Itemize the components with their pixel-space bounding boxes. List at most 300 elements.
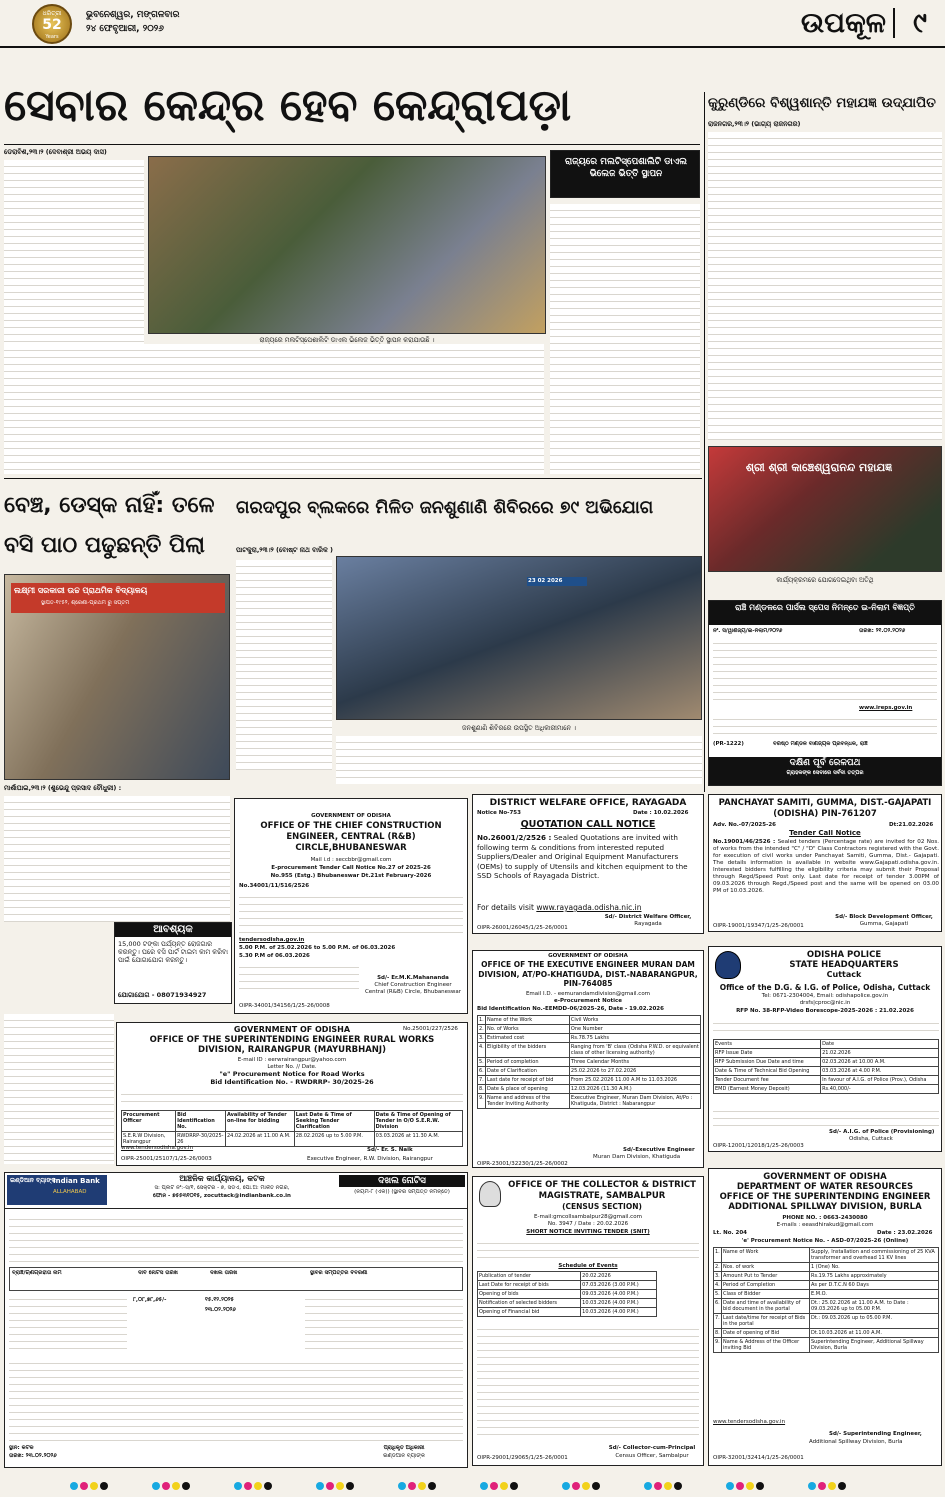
- lead-dateline: ଡେରାବିଶ,୨୩।୨ (ଦେବାଶ୍ରୀ ଅଭୟ ଦାସ): [4, 148, 107, 156]
- registration-dot: [172, 1482, 180, 1490]
- eauction-footer-title: ଦକ୍ଷିଣ ପୂର୍ବ ରେଳପଥ: [789, 758, 861, 768]
- ad-rwd-c0: S.E.R.W Division, Rairangpur: [122, 1132, 176, 1147]
- ad-wr-table-cell: Name of Work: [722, 1248, 810, 1263]
- ad-muran-table-cell: Period of completion: [486, 1058, 570, 1067]
- bank-logo: [7, 1175, 107, 1205]
- ad-wr-table-cell: Supply, Installation and commissioning of 25 KVA transformer and overhead 11 KV lines: [810, 1248, 939, 1263]
- ad-wr-table-cell: Class of Bidder: [722, 1290, 810, 1299]
- garadpur-photo: [336, 556, 702, 720]
- ad-dwo-title: DISTRICT WELFARE OFFICE, RAYAGADA: [489, 798, 687, 808]
- registration-dot: [828, 1482, 836, 1490]
- ad-police-email: drsfs|cproc@nic.in: [799, 1000, 851, 1006]
- bank-header: [5, 1173, 467, 1209]
- bank-allahabad: ALLAHABAD: [53, 1189, 87, 1195]
- ad-police-table-row: [714, 1067, 939, 1076]
- school-photo: [4, 574, 230, 780]
- ad-police-table-cell: Events: [714, 1040, 821, 1049]
- ad-police-table-cell: Date & Time of Technical Bid Opening: [714, 1067, 821, 1076]
- ad-muran-table-cell: 7.: [479, 1077, 484, 1083]
- bank-office: ଆଞ୍ଚଳିକ କାର୍ଯ୍ୟାଳୟ, କଟକ: [179, 1174, 265, 1183]
- ad-wr-table-cell: Dt.: 09.03.2026 up to 05.00 P.M.: [810, 1314, 939, 1329]
- registration-dot: [562, 1482, 570, 1490]
- ad-muran-table-row: [478, 1043, 701, 1058]
- bank-date: ତାରିଖ: ୨୩.୦୨.୨୦୨୬: [9, 1453, 57, 1459]
- ad-collector-table-cell: 07.03.2026 (3.00 P.M.): [581, 1281, 657, 1290]
- ad-muran-office: OFFICE OF THE EXECUTIVE ENGINEER MURAN DAM DIVISION, AT/PO-KHATIGUDA, DIST.-NABARANGPUR, PIN-764085: [478, 960, 698, 988]
- ad-rwd-sign-title: Executive Engineer, R.W. Division, Rairangpur: [307, 1156, 433, 1162]
- ad-police: [708, 946, 942, 1152]
- ad-muran-table-cell: 3.: [479, 1035, 484, 1041]
- ad-muran-table-cell: 6.: [479, 1068, 484, 1074]
- masthead-rule: [0, 46, 945, 48]
- bank-place: ସ୍ଥାନ: କଟକ: [9, 1445, 34, 1451]
- ad-wr-table-cell: 9.: [714, 1338, 722, 1353]
- ad-police-table-cell: Rs.40,000/-: [821, 1085, 939, 1094]
- bank-phone: ଫୋନ - ୭୫୫୩୧୦୧୫, zocuttack@indianbank.co.in: [153, 1193, 291, 1199]
- ad-muran-table-cell: Ranging from 'B' class (Odisha P.W.D. or equivalent class of other licensing authority): [570, 1044, 699, 1056]
- police-emblem-icon: [715, 951, 741, 979]
- ad-dwo-signatory: Sd/- District Welfare Officer,: [604, 914, 692, 920]
- ad-wr-office: OFFICE OF THE SUPERINTENDING ENGINEER ADDITIONAL SPILLWAY DIVISION, BURLA: [719, 1192, 931, 1212]
- ad-police-table-cell: Tender Document fee: [714, 1076, 821, 1085]
- ad-wr-table-row: [714, 1290, 939, 1299]
- classified-ad: [114, 922, 232, 1004]
- bank-notice-sub: (ନିୟମ-୮ (ଏକ)) (ସ୍ଥାବର ସମ୍ପତ୍ତି ନିମନ୍ତେ): [354, 1189, 450, 1195]
- ad-dwo-heading: QUOTATION CALL NOTICE: [520, 819, 656, 830]
- ad-wr-table-cell: Name & Address of the Officer inviting Bid: [722, 1338, 810, 1353]
- ad-wr-table-cell: Period of Completion: [722, 1281, 810, 1290]
- bench-body-b: [4, 1014, 114, 1164]
- right-body: [708, 132, 942, 440]
- ad-collector-table-cell: Opening of Financial bid: [478, 1308, 581, 1317]
- ad-gumma-body: Sealed tenders (Percentage rate) are invited for 02 Nos. of works from the intended "C" / "D" Class Contractors registered with the Govt. for execution of civil works under Panchayat Samiti, Gumma, Dist.- Gajapati. The details information is available in website www.Gajapati.odisha.gov.in. Interested bidders fulfilling the eligibility criteria may submit their Proposal through Regd/Speed Post only. Last date for receipt of tender 3.00PM of 09.03.2026 through Regd./Speed post and the same will be opened on 03.00 PM of 10.03.2026.: [713, 839, 939, 894]
- bank-signatory: ପ୍ରାଧିକୃତ ଅଧିକାରୀ: [383, 1445, 425, 1451]
- bank-name-or: ଇଣ୍ଡିଆନ ବ୍ୟାଙ୍କ: [10, 1177, 56, 1184]
- bank-address: ସି: ପ୍ଲଟ ନଂ:-ସି/୧, ସେକ୍ଟର - ୭, ସିଡିଏ, ପୋ.ଅ: ମାର୍କତ ନଗର,: [154, 1185, 290, 1191]
- ad-rwd-h3: Last Date & Time of Seeking Tender Clarification: [294, 1111, 374, 1132]
- ad-collector-no: No. 3947 / Date : 20.02.2026: [547, 1221, 629, 1227]
- ad-rwd-notice: "e" Procurement Notice for Road Works: [219, 1071, 365, 1078]
- ad-collector-place: Census Officer, Sambalpur: [615, 1453, 689, 1459]
- eauction-footer-sub: ଗ୍ରାହକଙ୍କ ସେବାରେ ସର୍ବଦା ତତ୍ପର: [786, 770, 864, 776]
- bank-col-property: ସ୍ଥାବର ସମ୍ପତ୍ତିର ବିବରଣୀ: [310, 1270, 368, 1276]
- ad-collector-table-cell: Notification of selected bidders: [478, 1299, 581, 1308]
- ad-police-body: [713, 1017, 939, 1037]
- ad-police-table-wrap: [713, 1039, 939, 1094]
- ad-wr-govt: GOVERNMENT OF ODISHA: [763, 1172, 887, 1182]
- right-photo: [708, 446, 942, 572]
- anniversary-badge: [32, 4, 72, 44]
- bank-col-possession: ଦଖଲ ତାରିଖ: [210, 1270, 238, 1276]
- ad-wr-table-cell: Last date/time for receipt of Bids in the portal: [722, 1314, 810, 1329]
- eauction-date: ତାରିଖ: ୨୧.୦୨.୨୦୨୬: [859, 628, 906, 634]
- ad-police-title-1: ODISHA POLICE: [806, 950, 882, 960]
- registration-dot: [336, 1482, 344, 1490]
- ad-collector-table-row: [478, 1281, 657, 1290]
- ad-collector-table-cell: 20.02.2026: [581, 1272, 657, 1281]
- garadpur-body-col1: [236, 560, 332, 770]
- ad-collector-table-cell: 10.03.2026 (4.00 P.M.): [581, 1299, 657, 1308]
- ad-wr-site[interactable]: www.tendersodisha.gov.in: [713, 1419, 786, 1425]
- ad-muran-table-cell: 8.: [479, 1086, 484, 1092]
- ad-police-rfp: RFP No. 38-RFP-Video Borescope-2025-2026 : 21.02.2026: [736, 1008, 914, 1014]
- ad-cce-signatory: Sd/- Er.M.K.Mahananda: [377, 975, 449, 981]
- ad-muran-table-cell: Civil Works: [569, 1016, 700, 1025]
- ad-muran-table-cell: 25.02.2026 to 27.02.2026: [569, 1067, 700, 1076]
- ad-police-table-cell: 03.03.2026 at 4.00 P.M.: [821, 1067, 939, 1076]
- ad-collector-title: OFFICE OF THE COLLECTOR & DISTRICT MAGISTRATE, SAMBALPUR: [508, 1180, 696, 1201]
- ad-muran-table-cell: 5.: [479, 1059, 484, 1065]
- registration-dot: [654, 1482, 662, 1490]
- bank-table: [9, 1267, 463, 1291]
- ad-wr-table-cell: Dt.: 25.02.2026 at 11.00 A.M. to Date : 09.03.2026 up to 05.00 P.M.: [810, 1299, 939, 1314]
- ad-dwo-url[interactable]: www.rayagada.odisha.nic.in: [536, 903, 642, 912]
- ad-rwd-table-wrap: [121, 1110, 463, 1147]
- ad-muran-code: OIPR-23001/32230/1/25-26/0002: [477, 1161, 568, 1167]
- ad-muran-table-row: [478, 1016, 701, 1025]
- ad-collector-table-row: [478, 1272, 657, 1281]
- ad-wr-ltno: Lt. No. 204: [713, 1230, 748, 1236]
- ad-police-table-cell: EMD (Earnest Money Deposit): [714, 1085, 821, 1094]
- right-column-rule: [704, 92, 705, 792]
- ad-collector-table-cell: 09.03.2026 (4.00 P.M.): [581, 1290, 657, 1299]
- ad-wr-table-cell: Nos. of work: [722, 1263, 810, 1272]
- ad-rwd-govt: GOVERNMENT OF ODISHA: [233, 1025, 351, 1034]
- ad-rwd-letter: Letter No. // Date.: [267, 1064, 317, 1070]
- registration-dot: [644, 1482, 652, 1490]
- ad-wr-place: Additional Spillway Division, Burla: [809, 1439, 903, 1445]
- school-sign: [11, 583, 225, 613]
- registration-dot: [70, 1482, 78, 1490]
- ad-rwd-table: [121, 1110, 463, 1147]
- bank-notice-title: ଦଖଲ ନୋଟିସ: [339, 1175, 465, 1187]
- ad-dwo-body: Sealed Quotations are invited with following term & conditions from interested reputed Suppliers/Dealer and Original Equipment Manufacturers (OEMs) to supply of Utensils and kitchen equipment to the SSD Schools of Rayagada District.: [477, 833, 688, 881]
- eauction-code: (PR-1222): [713, 741, 744, 747]
- ad-police-table-row: [714, 1058, 939, 1067]
- ad-wr-table-row: [714, 1299, 939, 1314]
- ad-collector-heading: SHORT NOTICE INVITING TENDER (SNIT): [526, 1229, 650, 1235]
- registration-dot: [326, 1482, 334, 1490]
- registration-dot: [418, 1482, 426, 1490]
- ad-police-code: OIPR-12001/12018/1/25-26/0003: [713, 1143, 804, 1149]
- ad-cce-dates-2: 5.30 P.M of 06.03.2026: [239, 953, 310, 959]
- ad-muran-table-wrap: [477, 1015, 701, 1109]
- print-registration-marks: [0, 1479, 945, 1493]
- ad-rwd-site[interactable]: www.tendersodisha.gov.in: [121, 1145, 194, 1151]
- issue-date: ୨୪ ଫେବୃଆରୀ, ୨୦୨୬: [86, 24, 164, 34]
- ad-muran-table-row: [478, 1094, 701, 1109]
- bank-sign-bank: ଇଣ୍ଡିଆନ ବ୍ୟାଙ୍କ: [383, 1453, 425, 1459]
- ad-police-table-cell: 21.02.2026: [821, 1049, 939, 1058]
- ad-cce-govt: GOVERNMENT OF ODISHA: [311, 813, 391, 819]
- registration-dot: [182, 1482, 190, 1490]
- ad-wr-table-row: [714, 1248, 939, 1263]
- ad-bank: [4, 1172, 468, 1468]
- ad-police-title-2: STATE HEADQUARTERS: [789, 960, 899, 970]
- garadpur-photo-date: 23 02 2026: [527, 577, 587, 586]
- registration-dot: [80, 1482, 88, 1490]
- ad-wr-dept: DEPARTMENT OF WATER RESOURCES: [736, 1182, 914, 1192]
- ad-gumma-sub: (ODISHA) PIN-761207: [773, 809, 877, 819]
- ad-muran-table-cell: Date & place of opening: [486, 1085, 570, 1094]
- eauction-website[interactable]: www.ireps.gov.in: [859, 705, 913, 711]
- ad-police-office: Office of the D.G. & I.G. of Police, Odisha, Cuttack: [719, 983, 931, 992]
- right-photo-caption: କାର୍ଯ୍ୟକ୍ରମରେ ଯୋଗଦେଇଥିବା ଅତିଥି: [776, 576, 874, 584]
- masthead-divider: [893, 8, 895, 38]
- registration-dot: [510, 1482, 518, 1490]
- ad-wr-table-cell: 1 (One) No.: [810, 1263, 939, 1272]
- ad-muran-table-cell: 1.: [479, 1017, 484, 1023]
- right-dateline: ରାଜନଗର,୨୩।୨ (ଭାଗ୍ୟ ରାଜନଗର): [708, 120, 801, 128]
- registration-dot: [254, 1482, 262, 1490]
- registration-dot: [152, 1482, 160, 1490]
- ad-rwd-c1: RWDRRP-30/2025-26: [176, 1132, 226, 1147]
- registration-dot: [316, 1482, 324, 1490]
- lead-body-col2: [550, 204, 700, 474]
- eauction-footer: [709, 757, 941, 785]
- ad-collector-email: E-mail:gmcollsambalpur28@gmail.com: [534, 1214, 642, 1220]
- ad-gumma-place: Gumma, Gajapati: [859, 921, 909, 927]
- ad-dwo-code: OIPR-26001/26045/1/25-26/0001: [477, 925, 568, 931]
- lead-photo-caption: ରାଜ୍ୟରେ ମଲଟିସ୍ପେଶାଲିଟି ଡାଏଲ ଭିଲେଜ ଭିତ୍ତି ସ୍ଥାପନ କରାଯାଉଛି ।: [259, 336, 435, 344]
- registration-dot: [162, 1482, 170, 1490]
- ad-gumma-date: Dt:21.02.2026: [889, 822, 934, 828]
- bank-intro: [9, 1213, 463, 1265]
- ad-muran-table-cell: Three Calendar Months: [569, 1058, 700, 1067]
- ad-wr-table-row: [714, 1329, 939, 1338]
- school-sign-text: ଲକ୍ଷ୍ମୀ ସରକାରୀ ଉଚ୍ଚ ପ୍ରାଥମିକ ବିଦ୍ୟାଳୟ: [14, 586, 148, 595]
- eauction-ad: [708, 600, 942, 786]
- ad-collector-table: [477, 1271, 657, 1317]
- ad-muran-table-cell: Last date for receipt of bid: [486, 1076, 570, 1085]
- ad-wr-table-row: [714, 1281, 939, 1290]
- ad-cce-mail: Mail i.d : seccbbr@gmail.com: [310, 857, 392, 863]
- ad-wr-table-cell: Date of opening of Bid: [722, 1329, 810, 1338]
- badge-bottom: Years: [45, 34, 59, 40]
- lead-inset-title: ରାଜ୍ୟରେ ମଲଟିସ୍ପେଶାଲିଟି ଡାଏଲ ଭିଲେଜ ଭିତ୍ତି ସ୍ଥାପନ: [565, 157, 687, 179]
- page-number: ୯: [913, 6, 927, 39]
- bench-headline-2: ବସି ପାଠ ପଢୁଛନ୍ତି ପିଲା: [4, 533, 205, 558]
- ad-muran-table-cell: 4.: [478, 1043, 486, 1058]
- ad-wr-table-cell: E.M.O.: [810, 1290, 939, 1299]
- ad-rwd-h1: Bid Identification No.: [176, 1111, 226, 1132]
- registration-dot: [398, 1482, 406, 1490]
- ad-cce-body-2: [239, 961, 359, 991]
- lead-headline: ସେବାର କେନ୍ଦ୍ର ହେବ କେନ୍ଦ୍ରାପଡ଼ା: [4, 80, 572, 131]
- registration-dot: [818, 1482, 826, 1490]
- ad-wr: [708, 1168, 942, 1466]
- ad-muran-table-cell: Name of the Work: [486, 1016, 570, 1025]
- emblem-icon: [479, 1181, 501, 1207]
- bank-demand-date: ୧୫.୧୨.୨୦୨୫: [205, 1297, 234, 1303]
- ad-muran-table-cell: Date of Clarification: [486, 1067, 570, 1076]
- ad-collector-table-cell: 10.03.2026 (4.00 P.M.): [581, 1308, 657, 1317]
- ad-muran-notice: e-Procurement Notice: [554, 998, 622, 1004]
- ad-wr-table-row: [714, 1314, 939, 1329]
- eauction-title: ରାଞ୍ଚି ମଣ୍ଡଳରେ ପାର୍ସଲ ସ୍ପେସ ନିମନ୍ତେ ଇ-ନିଲାମ ବିଜ୍ଞପ୍ତି: [709, 601, 941, 625]
- ad-muran-table-row: [478, 1034, 701, 1043]
- registration-dot: [480, 1482, 488, 1490]
- classified-title: ଆବଶ୍ୟକ: [115, 923, 231, 937]
- ad-wr-table-row: [714, 1263, 939, 1272]
- ad-rwd-signatory: Sd/- Er. S. Naik: [367, 1147, 413, 1153]
- eauction-body-2: [713, 713, 937, 737]
- section-name: ଉପକୂଳ: [800, 6, 886, 39]
- ad-rwd-h2: Availability of Tender on-line for bidding: [225, 1111, 294, 1132]
- registration-dot: [746, 1482, 754, 1490]
- school-sign-sub: ସ୍ଥାପିତ-୧୯୫୨, ଶ୍ରେଣୀ-ପ୍ରଥମ ରୁ ସପ୍ତମ: [41, 600, 130, 606]
- registration-dot: [264, 1482, 272, 1490]
- ad-wr-table-cell: Rs.19.75 Lakhs approximately: [810, 1272, 939, 1281]
- ad-cce-body: [239, 891, 463, 935]
- lead-photo: [148, 156, 546, 334]
- ad-rwd-head-row: [122, 1111, 463, 1132]
- ad-muran-table-cell: 12.03.2026 (11.30 A.M.): [569, 1085, 700, 1094]
- registration-dot: [756, 1482, 764, 1490]
- registration-dot: [726, 1482, 734, 1490]
- ad-rwd-c3: 28.02.2026 up to 5.00 P.M.: [294, 1132, 374, 1147]
- ad-collector-body: [477, 1237, 699, 1261]
- ad-wr-table-cell: Date and time of availability of bid document in the portal: [722, 1299, 810, 1314]
- ad-dwo-details-label: For details visit: [477, 903, 534, 912]
- ad-cce-ref: No.955 (Estg.) Bhubaneswar Dt.21st February-2026: [270, 873, 432, 879]
- ad-wr-table: [713, 1247, 939, 1353]
- garadpur-photo-caption: ଜନଶୁଣାଣି ଶିବିରରେ ଉପସ୍ଥିତ ଅଧିକାରୀମାନେ ।: [462, 724, 576, 732]
- ad-muran-table-cell: Executive Engineer, Muran Dam Division, At/Po : Khatiguda, District : Nabarangpur: [569, 1094, 700, 1109]
- ad-muran-table-cell: Rs.78.75 Lakhs: [569, 1034, 700, 1043]
- registration-dot: [234, 1482, 242, 1490]
- registration-dot: [490, 1482, 498, 1490]
- ad-police-table-cell: 02.03.2026 at 10.00 A.M.: [821, 1058, 939, 1067]
- ad-wr-table-cell: 6.: [714, 1299, 722, 1314]
- registration-dot: [582, 1482, 590, 1490]
- ad-dwo-body-wrap: [477, 833, 701, 903]
- eauction-signatory: ବରିଷ୍ଠ ମଣ୍ଡଳ ବାଣିଜ୍ୟିକ ପ୍ରବନ୍ଧକ, ରାଞ୍ଚି: [773, 741, 868, 747]
- ad-rwd-body: [121, 1088, 463, 1108]
- classified-body: 15,000 ଟଙ୍କା ପର୍ଯ୍ୟନ୍ତ ରୋଜଗାର କରନ୍ତୁ। ଘରେ ବସି ପାର୍ଟ ଟାଇମ କାମ କରିବା ପାଇଁ ଯୋଗାଯୋଗ କରନ୍ତୁ।: [118, 940, 228, 964]
- ad-rwd-c4: 03.03.2026 at 11.30 A.M.: [374, 1132, 462, 1147]
- ad-gumma-body-wrap: [713, 839, 939, 913]
- eauction-body: [713, 637, 937, 703]
- classified-phone: ଯୋଗାଯୋଗ - 08071934927: [118, 991, 207, 999]
- ad-cce-office: OFFICE OF THE CHIEF CONSTRUCTION ENGINEER, CENTRAL (R&B) CIRCLE,BHUBANESWAR: [260, 821, 442, 853]
- lead-inset-box: [550, 150, 700, 198]
- ad-cce-body-ref: No.34001/11/516/2526: [239, 883, 310, 889]
- bench-body-a: [4, 796, 230, 922]
- ad-wr-table-row: [714, 1338, 939, 1353]
- place-day: ଭୁବନେଶ୍ୱର, ମଙ୍ଗଳବାର: [86, 10, 180, 20]
- ad-wr-table-cell: 7.: [714, 1314, 722, 1329]
- ad-wr-table-cell: 5.: [715, 1291, 720, 1297]
- ad-police-signatory: Sd/- A.I.G. of Police (Provisioning): [829, 1129, 935, 1135]
- ad-rwd-h0: Procurement Officer: [122, 1111, 176, 1132]
- ad-muran-place: Muran Dam Division, Khatiguda: [593, 1154, 681, 1160]
- ad-wr-phone: PHONE NO. : 0663-2430080: [782, 1215, 868, 1221]
- ad-gumma-adv: Adv. No.-07/2025-26: [713, 822, 776, 828]
- ad-cce: [234, 798, 468, 1014]
- mid-rule: [4, 478, 702, 479]
- registration-dot: [674, 1482, 682, 1490]
- eauction-ref: ନଂ. ସି/ୱାଣିଜ୍ୟ/ଇ-ନିଲାମ/୨୦୨୬: [713, 628, 783, 634]
- ad-muran-table-row: [478, 1076, 701, 1085]
- bank-name-en: Indian Bank: [53, 1177, 100, 1185]
- ad-wr-table-row: [714, 1272, 939, 1281]
- ad-rwd-code: OIPR-25001/25107/1/25-26/0003: [121, 1156, 212, 1162]
- ad-cce-sign-place: Central (R&B) Circle, Bhubaneswar: [364, 989, 462, 995]
- ad-muran-table-cell: Eligibility of the bidders: [486, 1043, 570, 1058]
- registration-dot: [808, 1482, 816, 1490]
- bank-amount: ୮,୦୮,୭୮,୬୫/-: [133, 1297, 167, 1303]
- ad-collector-table-wrap: [477, 1271, 657, 1317]
- ad-cce-code: OIPR-34001/34156/1/25-26/0008: [239, 1003, 330, 1009]
- ad-collector-sub: (CENSUS SECTION): [562, 1202, 642, 1211]
- ad-police-table-cell: RFP Issue Date: [714, 1049, 821, 1058]
- badge-number: 52: [42, 17, 62, 33]
- ad-cce-dates-1: 5.00 P.M. of 25.02.2026 to 5.00 P.M. of 06.03.2026: [239, 945, 396, 951]
- registration-dot: [664, 1482, 672, 1490]
- ad-dwo: [472, 794, 704, 934]
- ad-police-table-row: [714, 1085, 939, 1094]
- ad-collector-table-row: [478, 1308, 657, 1317]
- ad-muran-table-cell: 2.: [479, 1026, 484, 1032]
- ad-rwd-num: No.25001/227/2526: [403, 1026, 458, 1032]
- ad-gumma-signatory: Sd/- Block Development Officer,: [835, 914, 933, 920]
- bench-dateline: ମାର୍ଶାଘାଇ,୨୩।୨ (ଶୁଭେନ୍ଦୁ ପ୍ରସାଦ ଚୌଧୁରୀ) :: [4, 784, 122, 792]
- ad-collector-table-cell: Opening of bids: [478, 1290, 581, 1299]
- ad-police-title-3: Cuttack: [826, 970, 862, 979]
- ad-collector-table-cell: Last Date for receipt of bids: [478, 1281, 581, 1290]
- right-headline: କୁରୁଣ୍ଡିରେ ବିଶ୍ୱଶାନ୍ତି ମହାଯଜ୍ଞ ଉଦ୍‌ଯାପିତ: [708, 95, 936, 111]
- ad-muran-signatory: Sd/-Executive Engineer: [623, 1147, 695, 1153]
- ad-muran-table-cell: Name and address of the Tender Inviting Authority: [486, 1094, 570, 1109]
- ad-rwd-h4: Date & Time of Opening of Tender in O/O S.E.R.W. Division: [374, 1111, 462, 1132]
- ad-wr-table-cell: Dt.10.03.2026 at 11.00 A.M.: [810, 1329, 939, 1338]
- ad-wr-notice: 'e' Procurement Notice No. - ASD-07/2025-26 (Online): [741, 1238, 909, 1244]
- ad-muran-table-cell: One Number: [569, 1025, 700, 1034]
- ad-wr-table-cell: 2.: [715, 1264, 720, 1270]
- ad-muran-email: Email I.D. - eemurandamdivision@gmail.com: [525, 991, 651, 997]
- ad-collector-table-row: [478, 1290, 657, 1299]
- registration-dot: [736, 1482, 744, 1490]
- ad-collector: [472, 1176, 704, 1466]
- ad-wr-table-wrap: [713, 1247, 939, 1353]
- ad-collector-body-2: [477, 1323, 699, 1441]
- ad-wr-email: E-mails : eeasdhirakud@gmail.com: [776, 1222, 874, 1228]
- ad-muran: [472, 950, 704, 1168]
- ad-muran-table-cell: From 25.02.2026 11.00 A.M to 11.03.2026: [569, 1076, 700, 1085]
- ad-wr-date: Date : 23.02.2026: [877, 1230, 933, 1236]
- bank-col-demand: ଦାବି ନୋଟିସ ତାରିଖ: [138, 1270, 178, 1276]
- garadpur-dateline: ପାଟକୁରା,୨୩।୨ (ବୋଷ୍ଟ ନାଥ ବାରିକ ): [236, 546, 333, 554]
- ad-collector-code: OIPR-29001/29065/1/25-26/0001: [477, 1455, 568, 1461]
- registration-dot: [572, 1482, 580, 1490]
- ad-gumma-heading: Tender Call Notice: [789, 830, 861, 837]
- ad-wr-signatory: Sd/- Superintending Engineer,: [829, 1431, 922, 1437]
- registration-dot: [244, 1482, 252, 1490]
- garadpur-headline: ଗରଦପୁର ବ୍ଲକରେ ମିଳିତ ଜନଶୁଣାଣି ଶିବିରରେ ୭୯ ଅଭିଯୋଗ: [236, 498, 654, 518]
- registration-dot: [408, 1482, 416, 1490]
- ad-rwd: [116, 1022, 468, 1166]
- registration-dot: [838, 1482, 846, 1490]
- ad-dwo-lead: No.26001/2/2526 :: [477, 833, 552, 842]
- ad-muran-table-cell: No. of Works: [486, 1025, 570, 1034]
- ad-gumma-code: OIPR-19001/19347/1/25-26/0001: [713, 923, 804, 929]
- ad-wr-table-cell: 1.: [714, 1248, 722, 1263]
- ad-collector-table-row: [478, 1299, 657, 1308]
- right-photo-banner: ଶ୍ରୀ ଶ୍ରୀ କାଞ୍ଚେଶ୍ୱରାନନ୍ଦ ମହାଯଜ୍ଞ: [745, 461, 893, 474]
- ad-gumma: [708, 794, 942, 932]
- ad-cce-site[interactable]: tendersodisha.gov.in: [239, 937, 305, 943]
